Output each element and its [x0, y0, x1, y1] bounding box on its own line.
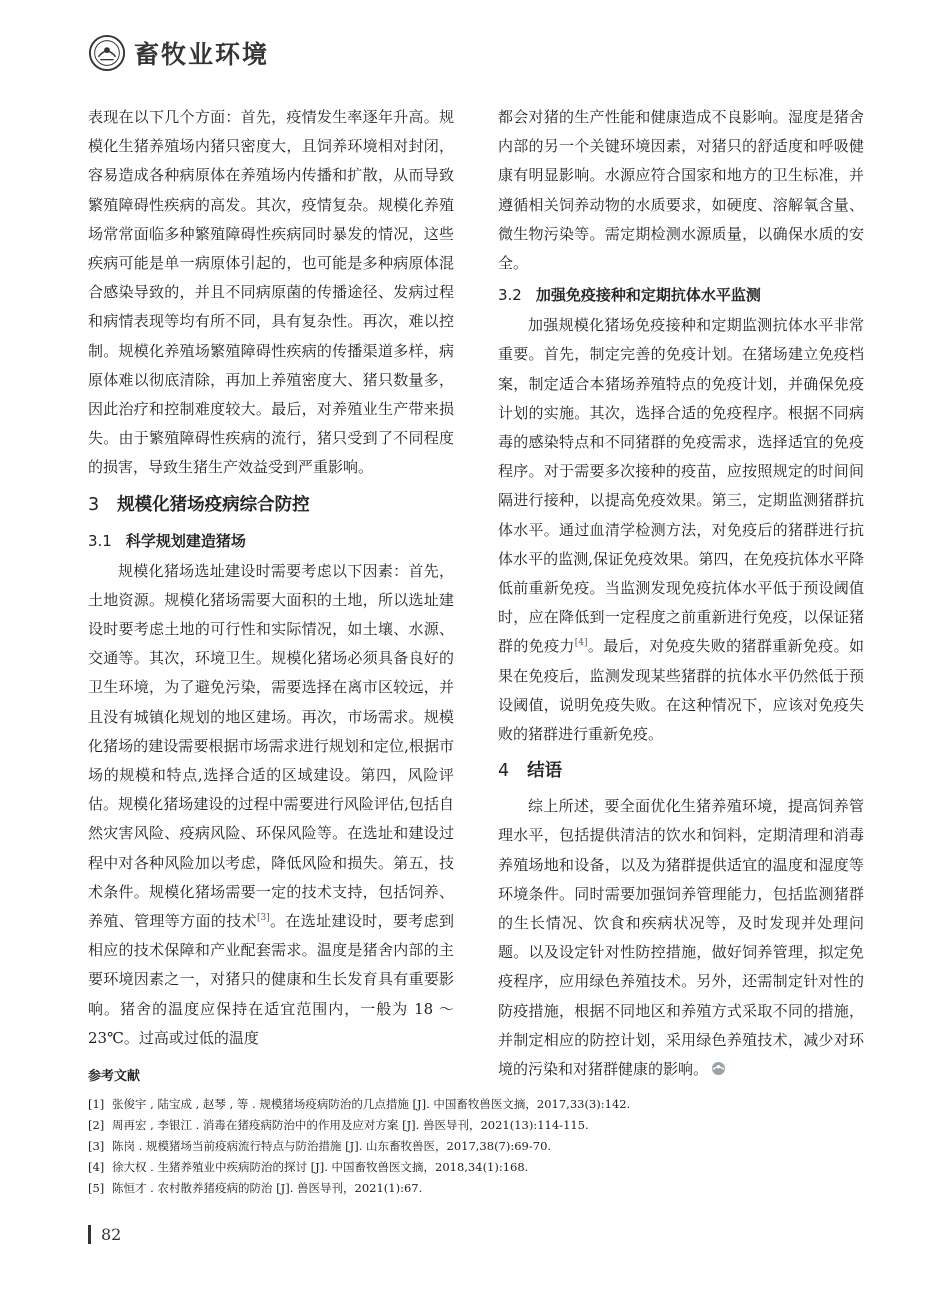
reference-number: [1]: [88, 1097, 105, 1111]
footer-divider: [88, 1225, 91, 1244]
journal-title: 畜牧业环境: [134, 40, 270, 69]
references-section: [88, 1065, 868, 1199]
section-number: 3: [88, 494, 100, 515]
subsection-number: 3.1: [88, 531, 112, 550]
reference-text: 周再宏 , 李银江 . 消毒在猪疫病防治中的作用及应对方案 [J]. 兽医导刊，2021(13):114-115.: [112, 1118, 589, 1132]
reference-text: 徐大权 . 生猪养殖业中疾病防治的探讨 [J]. 中国畜牧兽医文摘，2018,34(1):168.: [112, 1160, 529, 1174]
reference-number: [2]: [88, 1118, 105, 1132]
citation: [4]: [574, 638, 588, 649]
subsection-heading: [498, 280, 864, 310]
page-number: 82: [101, 1225, 122, 1244]
paragraph: [88, 557, 454, 1053]
references-title: 参考文献: [88, 1069, 141, 1084]
section-heading: [498, 756, 864, 786]
paragraph: [498, 792, 864, 1084]
reference-text: 陈岗 . 规模猪场当前疫病流行特点与防治措施 [J]. 山东畜牧兽医，2017,38(7):69-70.: [112, 1139, 552, 1153]
paragraph-text: 综上所述，要全面优化生猪养殖环境，提高饲养管理水平，包括提供清洁的饮水和饲料，定期清理和消毒养殖场地和设备，以及为猪群提供适宜的温度和湿度等环境条件。同时需要加强饲养管理能力，包括监测猪群的生长情况、饮食和疾病状况等，及时发现并处理问题。以及设定针对性防控措施，做好饲养管理，拟定免疫程序，应用绿色养殖技术。另外，还需制定针对性的防疫措施，根据不同地区和养殖方式采取不同的措施，并制定相应的防控计划，采用绿色养殖技术，减少对环境的污染和对猪群健康的影响。: [498, 797, 864, 1079]
section-heading: [88, 490, 454, 520]
paragraph: 都会对猪的生产性能和健康造成不良影响。湿度是猪舍内部的另一个关键环境因素，对猪只的舒适度和呼吸健康有明显影响。水源应符合国家和地方的卫生标准，并遵循相关饲养动物的水质要求，如硬度、溶解氧含量、微生物污染等。需定期检测水源质量，以确保水质的安全。: [498, 108, 864, 273]
paragraph: 表现在以下几个方面：首先，疫情发生率逐年升高。规模化生猪养殖场内猪只密度大，且饲养环境相对封闭，容易造成各种病原体在养殖场内传播和扩散，从而导致繁殖障碍性疾病的高发。其次，疫情复杂。规模化养殖场常常面临多种繁殖障碍性疾病同时暴发的情况，这些疾病可能是单一病原体引起的，也可能是多种病原体混合感染导致的，并且不同病原菌的传播途径、发病过程和病情表现等均有所不同，具有复杂性。再次，难以控制。规模化养殖场繁殖障碍性疾病的传播渠道多样，病原体难以彻底清除，再加上养殖密度大、猪只数量多，因此治疗和控制难度较大。最后，对养殖业生产带来损失。由于繁殖障碍性疾病的流行，猪只受到了不同程度的损害，导致生猪生产效益受到严重影响。: [88, 108, 454, 477]
section-title: 规模化猪场疫病综合防控: [117, 494, 310, 515]
reference-number: [5]: [88, 1181, 105, 1195]
section-number: 4: [498, 761, 510, 782]
reference-text: 陈恒才 . 农村散养猪疫病的防治 [J]. 兽医导刊，2021(1):67.: [112, 1181, 423, 1195]
reference-item: [88, 1157, 868, 1178]
reference-text: 张俊宇 , 陆宝成 , 赵琴 , 等 . 规模猪场疫病防治的几点措施 [J]. 中国畜牧兽医文摘，2017,33(3):142.: [112, 1097, 631, 1111]
reference-number: [4]: [88, 1160, 105, 1174]
reference-item: [88, 1136, 868, 1157]
paragraph-text: 。在选址建设时，要考虑到相应的技术保障和产业配套需求。温度是猪舍内部的主要环境因素之一，对猪只的健康和生长发育具有重要影响。猪舍的温度应保持在适宜范围内，一般为 18 ～ 23℃。过高或过低的温度: [88, 912, 454, 1047]
reference-item: [88, 1178, 868, 1199]
reference-item: [88, 1094, 868, 1115]
left-column: [88, 103, 454, 1053]
reference-item: [88, 1115, 868, 1136]
page-header: [88, 28, 269, 78]
subsection-title: 加强免疫接种和定期抗体水平监测: [535, 286, 761, 305]
journal-logo-emblem: [88, 34, 126, 72]
paragraph-text: 加强规模化猪场免疫接种和定期监测抗体水平非常重要。首先，制定完善的免疫计划。在猪场建立免疫档案，制定适合本猪场养殖特点的免疫计划，并确保免疫计划的实施。其次，选择合适的免疫程序。根据不同病毒的感染特点和不同猪群的免疫需求，选择适宜的免疫程序。对于需要多次接种的疫苗，应按照规定的时间间隔进行接种，以提高免疫效果。第三，定期监测猪群抗体水平。通过血清学检测方法，对免疫后的猪群进行抗体水平的监测,保证免疫效果。第四，在免疫抗体水平降低前重新免疫。当监测发现免疫抗体水平低于预设阈值时，应在降低到一定程度之前重新进行免疫，以保证猪群的免疫力: [498, 316, 864, 656]
citation: [3]: [256, 913, 270, 924]
section-title: 结语: [527, 761, 563, 782]
right-column: [498, 103, 864, 1084]
subsection-title: 科学规划建造猪场: [125, 531, 246, 550]
paragraph: [498, 311, 864, 749]
paragraph-text: 规模化猪场选址建设时需要考虑以下因素：首先，土地资源。规模化猪场需要大面积的土地，所以选址建设时要考虑土地的可行性和实际情况，如土壤、水源、交通等。其次，环境卫生。规模化猪场必须具备良好的卫生环境，为了避免污染，需要选择在离市区较远，并且没有城镇化规划的地区建场。再次，市场需求。规模化猪场的建设需要根据市场需求进行规划和定位,根据市场的规模和特点,选择合适的区域建设。第四，风险评估。规模化猪场建设的过程中需要进行风险评估,包括自然灾害风险、疫病风险、环保风险等。在选址和建设过程中对各种风险加以考虑，降低风险和损失。第五，技术条件。规模化猪场需要一定的技术支持，包括饲养、养殖、管理等方面的技术: [88, 561, 454, 931]
paragraph-text: 。最后，对免疫失败的猪群重新免疫。如果在免疫后，监测发现某些猪群的抗体水平仍然低于预设阈值，说明免疫失败。在这种情况下，应该对免疫失败的猪群进行重新免疫。: [498, 637, 864, 744]
page-footer: [88, 1225, 121, 1244]
subsection-number: 3.2: [498, 286, 522, 305]
subsection-heading: [88, 526, 454, 556]
reference-number: [3]: [88, 1139, 105, 1153]
